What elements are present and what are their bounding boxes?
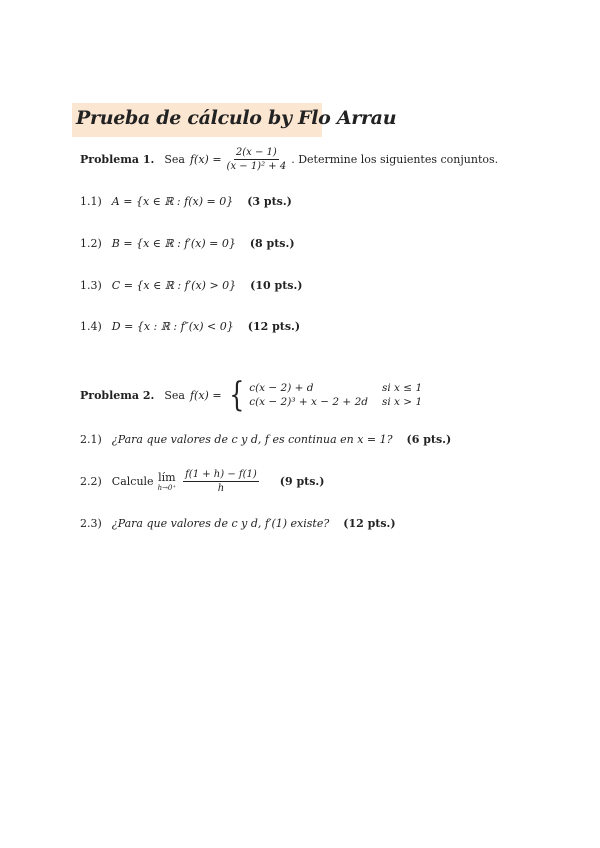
- case-1-expression: c(x − 2) + d: [249, 382, 314, 394]
- problem-2-label: Problema 2.: [80, 388, 155, 402]
- problem-1-rest: . Determine los siguientes conjuntos.: [291, 153, 499, 166]
- problem-2-question-2: [80, 468, 324, 495]
- question-text: ¿Para que valores de c y d, f es continua en x = 1?: [111, 433, 393, 446]
- problem-1-item: [80, 237, 295, 250]
- difference-quotient: [183, 468, 259, 495]
- problem-2-question-1: [80, 433, 451, 446]
- question-points: (12 pts.): [343, 517, 396, 530]
- question-number: 2.2): [80, 475, 102, 488]
- item-points: (3 pts.): [247, 195, 292, 208]
- piecewise-definition: [226, 375, 423, 415]
- problem-1-sea: Sea: [164, 153, 185, 166]
- case-1-condition: si x ≤ 1: [381, 382, 423, 394]
- problem-2-statement: [80, 375, 423, 415]
- quotient-numerator: f(1 + h) − f(1): [185, 469, 257, 480]
- question-number: 2.1): [80, 433, 102, 446]
- problem-1-fraction-numerator: 2(x − 1): [235, 147, 277, 158]
- quotient-denominator: h: [217, 483, 225, 494]
- question-number: 2.3): [80, 517, 102, 530]
- item-number: 1.3): [80, 279, 102, 292]
- problem-1-item: [80, 320, 300, 333]
- question-text: Calcule: [111, 475, 154, 488]
- case-2-condition: si x > 1: [381, 396, 423, 408]
- page-title: Prueba de cálculo by Flo Arrau: [76, 107, 397, 129]
- item-expression: D = {x : ℝ : f″(x) < 0}: [111, 320, 234, 333]
- item-number: 1.4): [80, 320, 102, 333]
- item-points: (10 pts.): [250, 279, 303, 292]
- item-expression: B = {x ∈ ℝ : f′(x) = 0}: [111, 237, 236, 250]
- limit-operator: [158, 471, 177, 492]
- item-number: 1.2): [80, 237, 102, 250]
- case-2-expression: c(x − 2)³ + x − 2 + 2d: [249, 396, 368, 408]
- limit-subscript: h→0⁺: [157, 484, 177, 492]
- problem-1-fraction-denominator: (x − 1)² + 4: [226, 161, 287, 172]
- problem-1-statement: [80, 146, 498, 173]
- question-text: ¿Para que valores de c y d, f′(1) existe?: [111, 517, 330, 530]
- question-points: (9 pts.): [279, 475, 325, 488]
- problem-2-function-lhs: f(x) =: [189, 388, 222, 402]
- problem-1-item: [80, 195, 292, 208]
- problem-1-label: Problema 1.: [80, 153, 155, 166]
- item-points: (12 pts.): [247, 320, 301, 333]
- problem-2-question-3: [80, 517, 396, 530]
- problem-1-function-lhs: f(x) =: [189, 153, 222, 166]
- item-expression: A = {x ∈ ℝ : f(x) = 0}: [111, 195, 234, 208]
- problem-2-sea: Sea: [164, 388, 185, 402]
- item-expression: C = {x ∈ ℝ : f′(x) > 0}: [111, 279, 237, 292]
- limit-symbol: lím: [158, 471, 176, 484]
- question-points: (6 pts.): [406, 433, 452, 446]
- item-points: (8 pts.): [249, 237, 295, 250]
- problem-1-fraction: [225, 146, 289, 173]
- item-number: 1.1): [80, 195, 102, 208]
- problem-1-item: [80, 279, 303, 292]
- left-brace-icon: {: [228, 375, 244, 415]
